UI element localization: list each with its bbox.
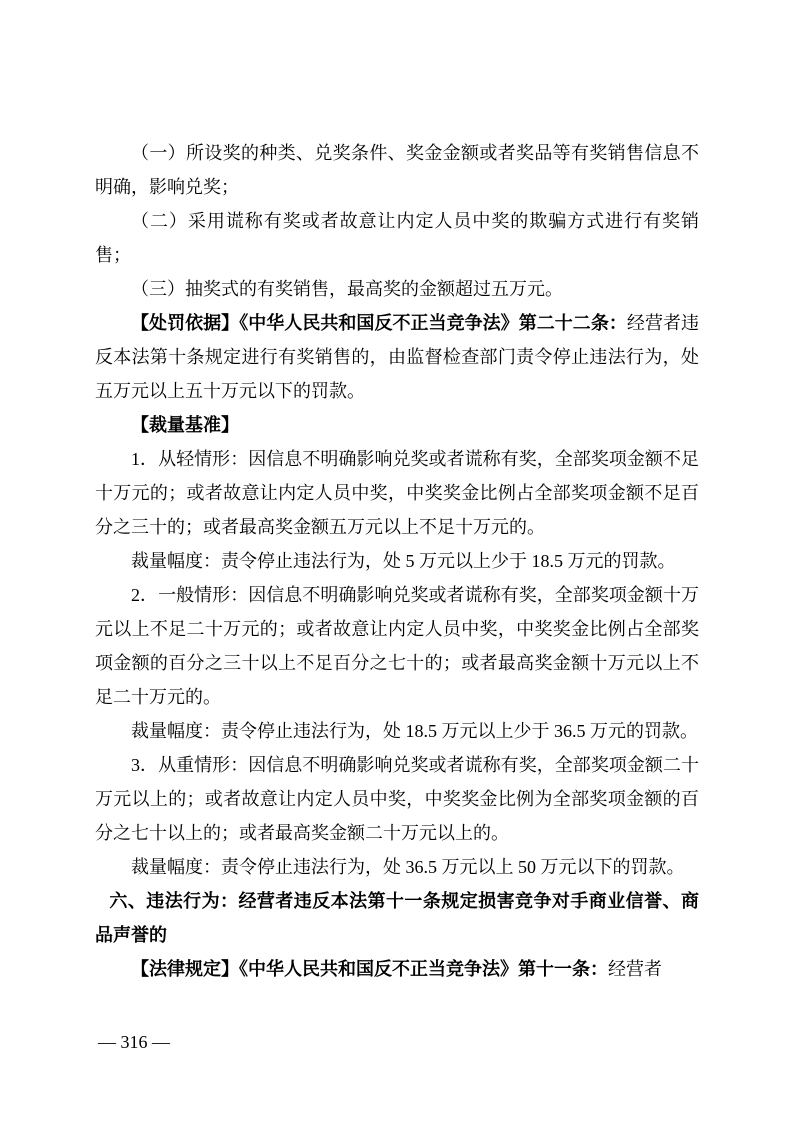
paragraph-text: 经营者	[608, 959, 662, 979]
aggravating-case-paragraph	[95, 748, 699, 850]
discretion-range-2-paragraph	[95, 714, 699, 748]
general-case-paragraph	[95, 578, 699, 714]
penalty-basis-label: 【处罚依据】《中华人民共和国反不正当竞争法》第二十二条：	[131, 313, 627, 333]
paragraph-text: （三）抽奖式的有奖销售，最高奖的金额超过五万元。	[131, 279, 563, 299]
list-item-3	[95, 272, 699, 306]
paragraph-text: （二）采用谎称有奖或者故意让内定人员中奖的欺骗方式进行有奖销售；	[95, 211, 699, 265]
paragraph-text: 3．从重情形：因信息不明确影响兑奖或者谎称有奖，全部奖项金额二十万元以上的；或者故意让内定人员中奖，中奖奖金比例为全部奖项金额的百分之七十以上的；或者最高奖金额二十万元以上的。	[95, 755, 699, 843]
list-item-1	[95, 136, 699, 204]
page-number: — 316 —	[98, 1032, 170, 1052]
document-content	[95, 136, 699, 986]
heading-text: 六、违法行为：经营者违反本法第十一条规定损害竞争对手商业信誉、商品声誉的	[95, 891, 699, 945]
discretion-benchmark-heading	[95, 408, 699, 442]
paragraph-text: 经营者违反本法第十条规定进行有奖销售的，由监督检查部门责令停止违法行为，处五万元以上五十万元以下的罚款。	[95, 313, 700, 401]
discretion-range-3-paragraph	[95, 850, 699, 884]
legal-provision-label: 【法律规定】《中华人民共和国反不正当竞争法》第十一条：	[131, 959, 608, 979]
list-item-2	[95, 204, 699, 272]
discretion-range-1-paragraph	[95, 544, 699, 578]
paragraph-text: （一）所设奖的种类、兑奖条件、奖金金额或者奖品等有奖销售信息不明确，影响兑奖；	[95, 143, 699, 197]
legal-provision-paragraph	[95, 952, 699, 986]
paragraph-text: 裁量幅度：责令停止违法行为，处 18.5 万元以上少于 36.5 万元的罚款。	[131, 721, 698, 741]
discretion-benchmark-label: 【裁量基准】	[131, 415, 239, 435]
mitigating-case-paragraph	[95, 442, 699, 544]
paragraph-text: 裁量幅度：责令停止违法行为，处 5 万元以上少于 18.5 万元的罚款。	[131, 551, 676, 571]
paragraph-text: 裁量幅度：责令停止违法行为，处 36.5 万元以上 50 万元以下的罚款。	[131, 857, 685, 877]
penalty-basis-paragraph	[95, 306, 699, 408]
paragraph-text: 1．从轻情形：因信息不明确影响兑奖或者谎称有奖，全部奖项金额不足十万元的；或者故意让内定人员中奖，中奖奖金比例占全部奖项金额不足百分之三十的；或者最高奖金额五万元以上不足十万元的。	[95, 449, 699, 537]
violation-6-heading	[95, 884, 699, 952]
paragraph-text: 2．一般情形：因信息不明确影响兑奖或者谎称有奖，全部奖项金额十万元以上不足二十万元的；或者故意让内定人员中奖，中奖奖金比例占全部奖项金额的百分之三十以上不足百分之七十的；或者最高奖金额十万元以上不足二十万元的。	[95, 585, 699, 707]
